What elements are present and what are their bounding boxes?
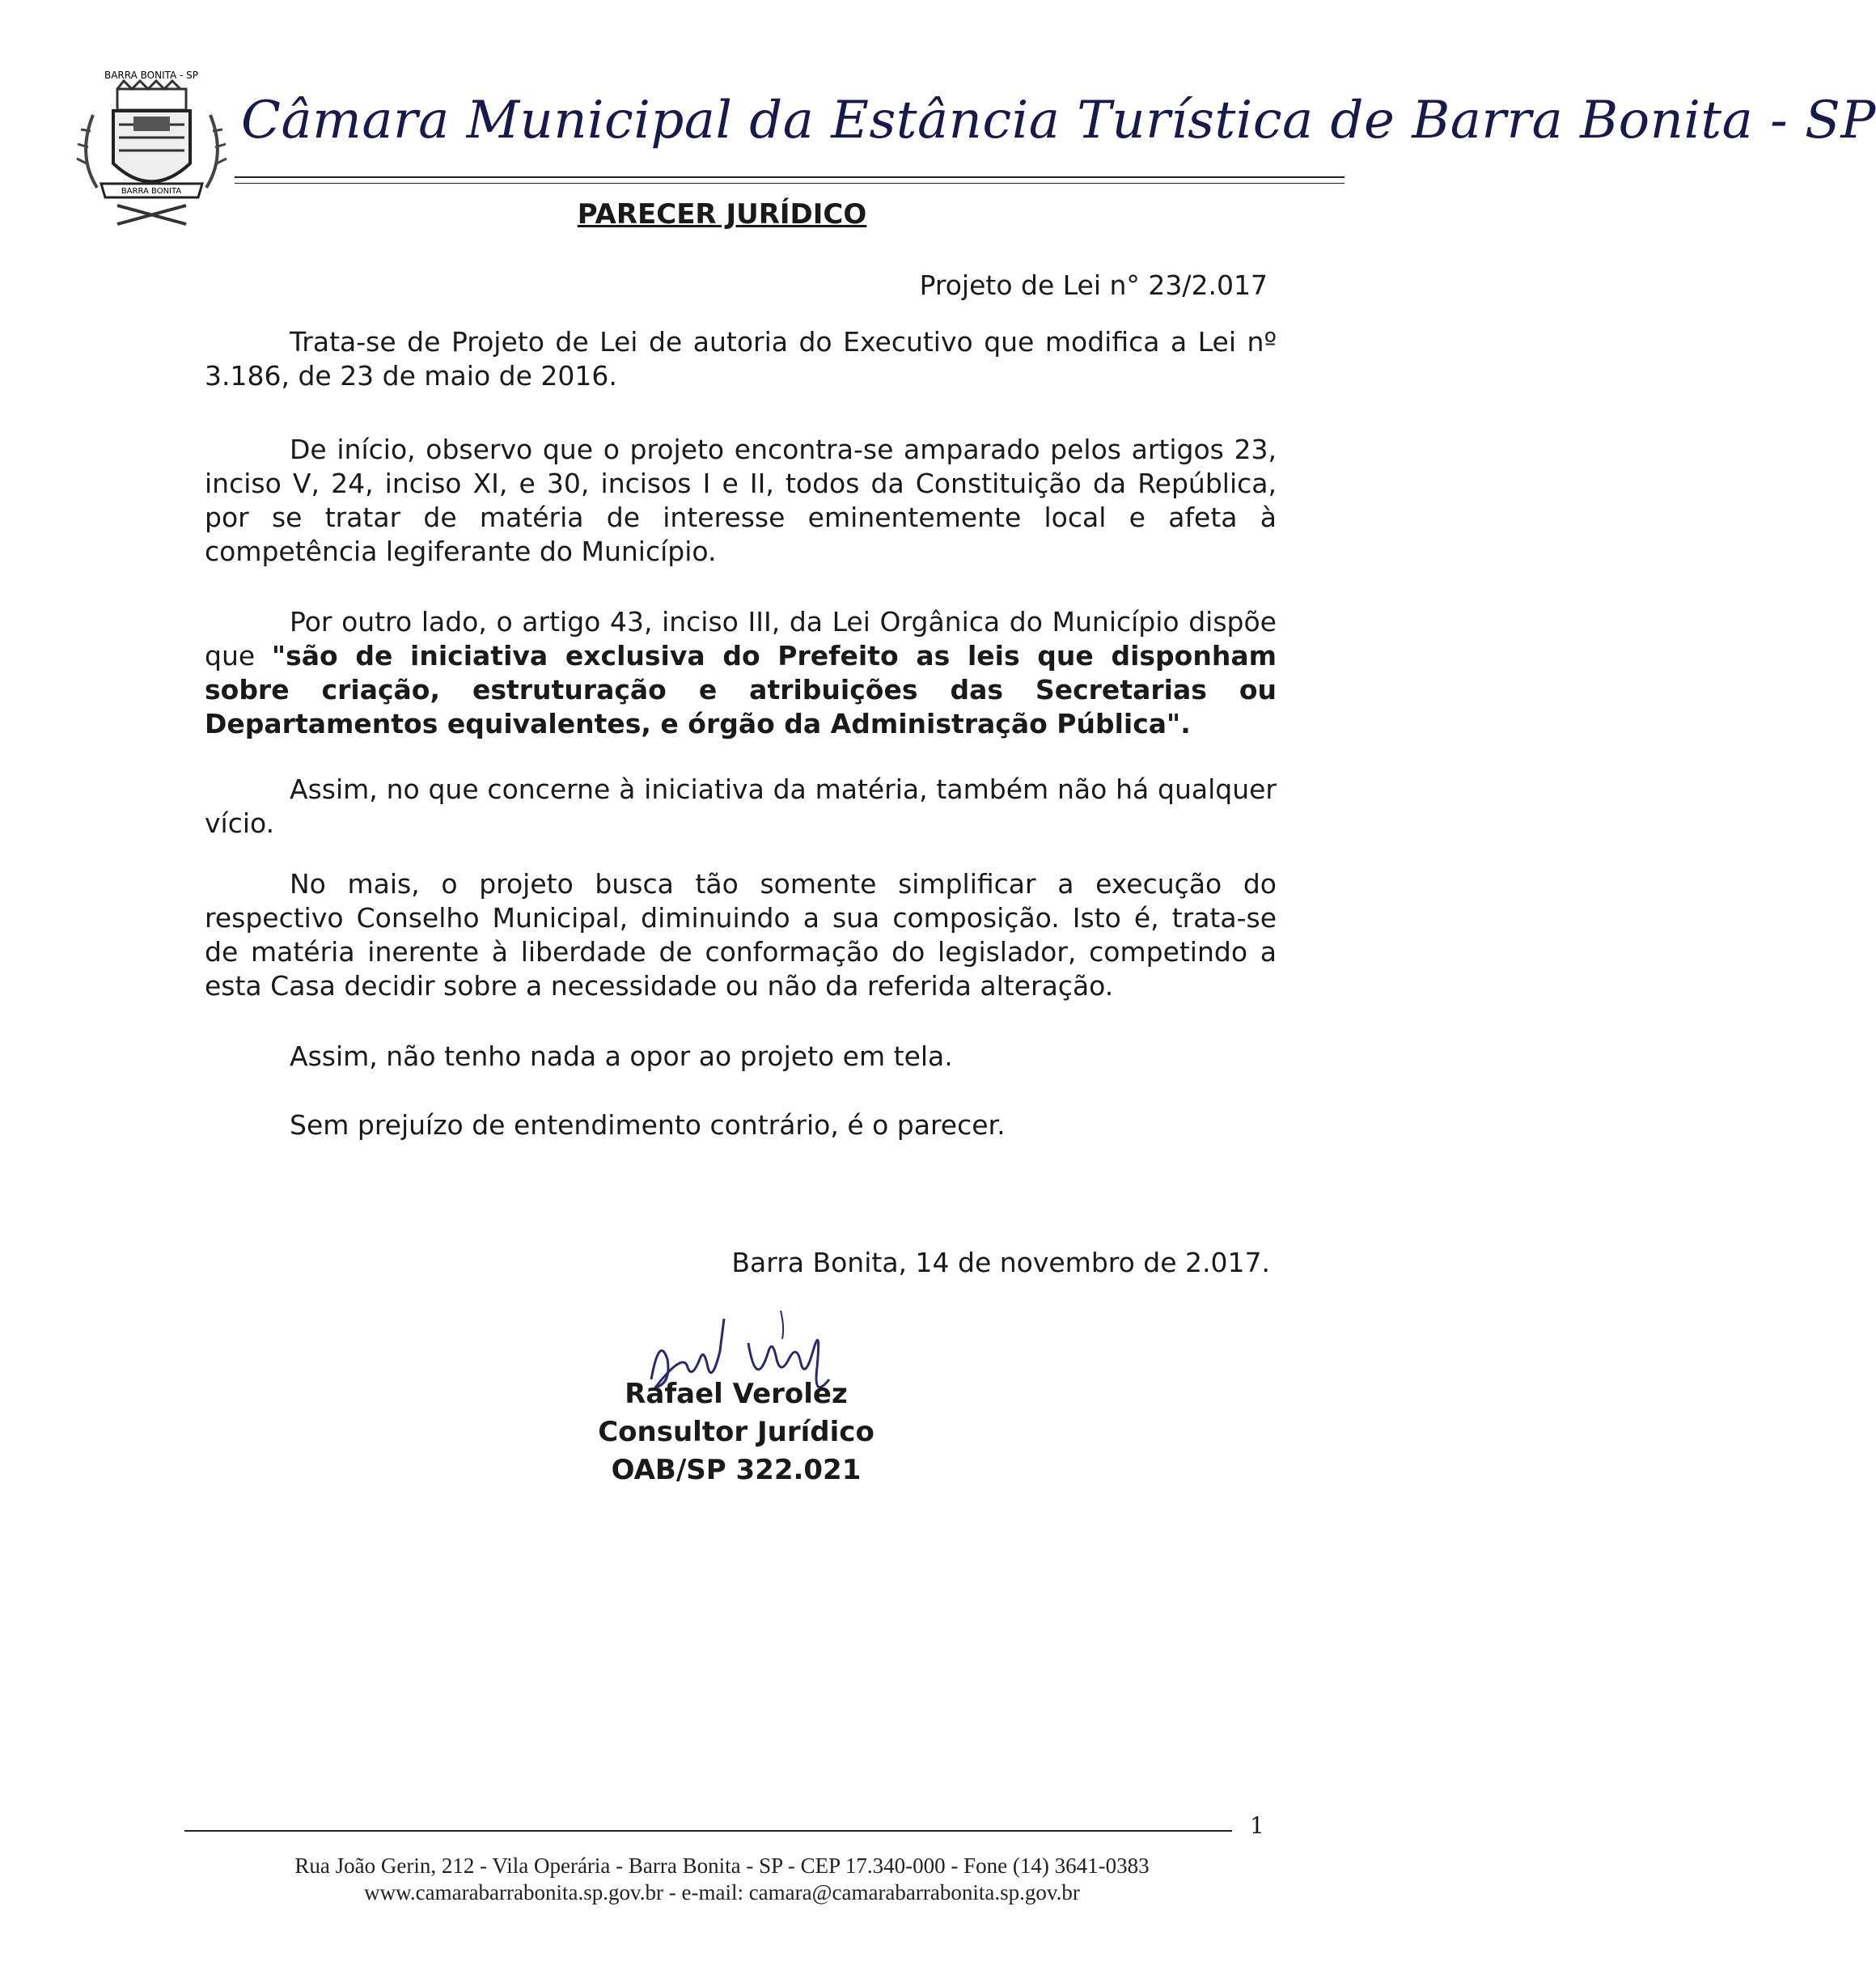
signer-name: Rafael Verolez [625,1378,848,1410]
header-divider-thin [235,183,1345,184]
signer-role: Consultor Jurídico [598,1416,874,1448]
project-reference: Projeto de Lei n° 23/2.017 [919,269,1268,301]
footer-divider [184,1830,1232,1832]
institution-title: Câmara Municipal da Estância Turística de Barra Bonita - SP [241,91,1876,150]
paragraph-council: No mais, o projeto busca tão somente simplificar a execução do respectivo Conselho Municipal, diminuindo a sua composição. Isto é, trata-se de matéria inerente à liberdade de conformação do legislador, competindo a esta Casa decidir sobre a necessidade ou não da referida alteração. [205,868,1277,1002]
paragraph-closing: Sem prejuízo de entendimento contrário, é o parecer. [290,1109,1006,1141]
seal-top-text: BARRA BONITA - SP [104,70,199,81]
seal-ribbon-text: BARRA BONITA [121,187,182,196]
paragraph-organic-law [205,605,1277,741]
page-number: 1 [1250,1812,1264,1839]
signer-registration: OAB/SP 322.021 [611,1454,862,1486]
organic-law-text: Por outro lado, o artigo 43, inciso III, da Lei Orgânica do Município dispõe que [205,606,1277,672]
document-title: PARECER JURÍDICO [577,198,867,231]
signer-block [566,1375,906,1489]
footer-contact: www.camarabarrabonita.sp.gov.br - e-mail: camara@camarabarrabonita.sp.gov.br [364,1880,1080,1904]
paragraph-no-objection: Assim, não tenho nada a opor ao projeto em tela. [290,1040,953,1072]
paragraph-initiative: Assim, no que concerne à iniciativa da matéria, também não há qualquer vício. [205,773,1277,839]
header-divider [235,176,1345,178]
footer-address: Rua João Gerin, 212 - Vila Operária - Barra Bonita - SP - CEP 17.340-000 - Fone (14) 3641-0383 [294,1854,1150,1878]
paragraph-constitution: De início, observo que o projeto encontra-se amparado pelos artigos 23, inciso V, 24, inciso XI, e 30, incisos I e II, todos da Constituição da República, por se tratar de matéria de interesse eminentemente local e afeta à competência legiferante do Município. [205,434,1277,567]
paragraph-intro: Trata-se de Projeto de Lei de autoria do Executivo que modifica a Lei nº 3.186, de 23 de maio de 2016. [205,326,1277,392]
organic-law-quote: "são de iniciativa exclusiva do Prefeito as leis que disponham sobre criação, estruturação e atribuições das Secretarias ou Departamentos equivalentes, e órgão da Administração Pública". [205,640,1277,739]
footer [0,1853,1444,1906]
date-line: Barra Bonita, 14 de novembro de 2.017. [731,1247,1270,1278]
